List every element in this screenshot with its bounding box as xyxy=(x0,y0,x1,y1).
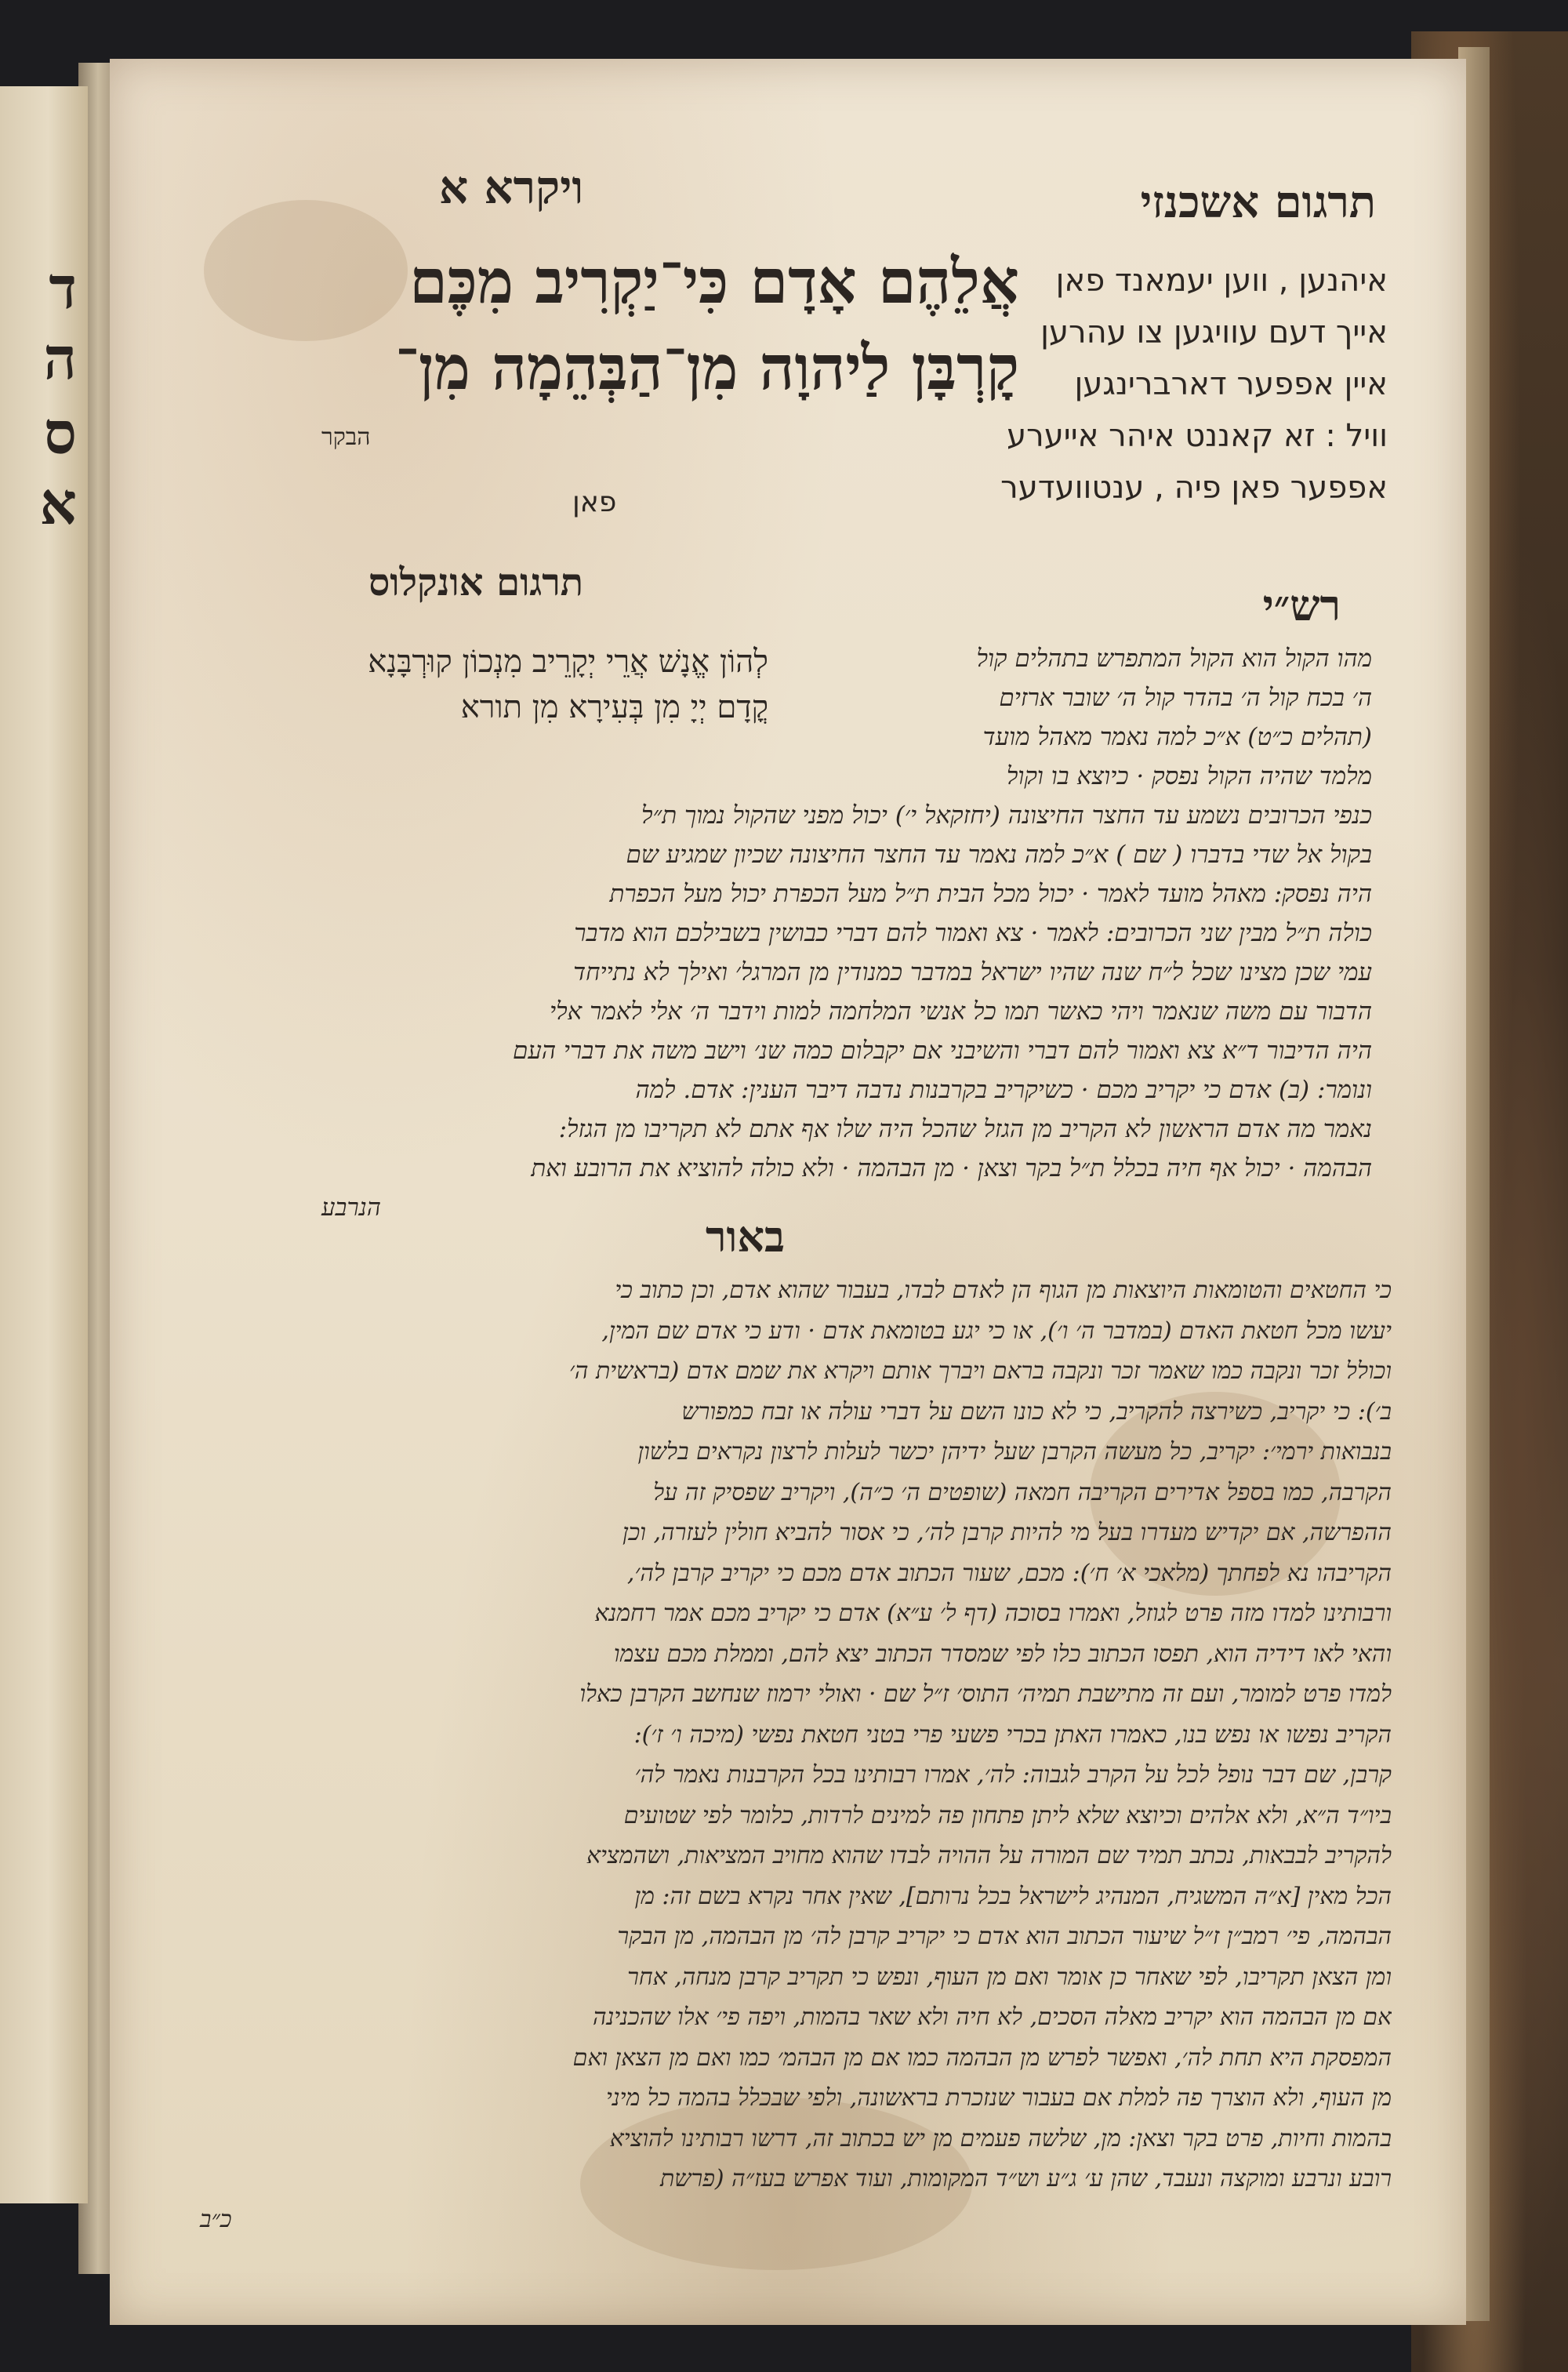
rashi-line: כולה ת״ל מבין שני הכרובים: לאמר · צא ואמור להם דברי כבושין בשבילכם הוא מדבר xyxy=(574,919,1372,947)
biur-line: הבהמה, פי׳ רמב״ן ז״ל שיעור הכתוב הוא אדם כי יקריב קרבן לה׳ מן הבהמה, מן הבקר xyxy=(617,1923,1392,1950)
biur-line: ומן הצאן תקריבו, לפי שאחר כן אומר ואם מן העוף, ונפש כי תקריב קרבן מנחה, אחר xyxy=(627,1963,1392,1991)
biur-line: כ״ב xyxy=(200,2205,232,2233)
biur-line: ההפרשה, אם יקדיש מעדרו בעל מי להיות קרבן לה׳, כי אסור להביא חולין לעזרה, וכן xyxy=(622,1519,1392,1546)
onkelos-line: קֳדָם יְיָ מִן בְּעִירָא מִן תורא xyxy=(460,689,768,725)
verse-continuation-word: הבקר xyxy=(321,423,371,451)
biur-heading: באור xyxy=(706,1211,786,1262)
verse-line: אֲלֵהֶם אָדָם כִּי־יַקְרִיב מִכֶּם xyxy=(409,246,1019,318)
left-page-glyph: ס xyxy=(43,400,77,467)
rashi-line: היה נפסק: מאהל מועד לאמר · יכול מכל הבית ת״ל מעל הכפרת יכול מעל הכפרת xyxy=(609,880,1372,908)
rashi-line: כנפי הכרובים נשמע עד החצר החיצונה (יחזקאל י׳) יכול מפני שהקול נמוך ת״ל xyxy=(641,801,1372,830)
biur-line: רובע ונרבע ומוקצה ונעבד, שהן ע׳ ג״ע וש״ד המקומות, ועוד אפרש בעז״ה (פרשת xyxy=(659,2165,1392,2192)
header-title-targum-ashkenazi: תרגום אשכנזי xyxy=(1140,176,1376,228)
rashi-line: היה הדיבור ד״א צא ואמור להם דברי והשיבני אם יקבלום כמה שנ׳ וישב משה את דברי העם xyxy=(513,1037,1372,1065)
biur-line: קרבן, שם דבר נופל לכל על הקרב לגבוה: לה׳, אמרו רבותינו בכל הקרבנות נאמר לה׳ xyxy=(634,1761,1392,1789)
biur-commentary xyxy=(169,1270,1392,2239)
verse-line: קָרְבָּן לַיהוָה מִן־הַבְּהֵמָה מִן־ xyxy=(395,332,1019,404)
yiddish-line: וויל : זא קאננט איהר אייערע xyxy=(1007,418,1388,454)
onkelos-heading: תרגום אונקלוס xyxy=(368,561,584,605)
header-title-vayikra: ויקרא א xyxy=(439,161,584,214)
book-page xyxy=(110,59,1466,2325)
biur-line: ורבותינו למדו מזה פרט לגוזל, ואמרו בסוכה (דף ל׳ ע״א) אדם כי יקריב מכם אמר רחמנא xyxy=(594,1600,1392,1627)
biur-line: הכל מאין [א״ה המשגיח, המנהיג לישראל בכל נרותם], שאין אחר נקרא בשם זה: מן xyxy=(634,1882,1392,1910)
biur-line: להקריב לבבאות, נכתב תמיד שם המורה על ההויה לבדו שהוא מחויב המציאות, ושהמציא xyxy=(586,1842,1392,1869)
rashi-line: בקול אל שדי בדברו ( שם ) א״כ למה נאמר עד החצר החיצונה שכיון שמגיע שם xyxy=(626,841,1372,869)
rashi-line: עמי שכן מצינו שכל ל״ח שנה שהיו ישראל במדבר כמנודין מן המרגל׳ ואילך לא נתייחד xyxy=(573,958,1372,986)
onkelos-line: לְהוֹן אֱנָשׁ אֲרֵי יְקָרֵיב מִנְכוֹן קוּרְבָּנָא xyxy=(368,644,768,680)
rashi-line: מלמד שהיה הקול נפסק · כיוצא בו וקול xyxy=(1006,762,1372,790)
rashi-line: הנרבע xyxy=(321,1193,381,1222)
rashi-line: מהו הקול הוא הקול המתפרש בתהלים קול xyxy=(976,645,1372,673)
previous-page-edge xyxy=(0,86,88,2203)
biur-line: ב׳): כי יקריב, כשירצה להקריב, כי לא כונו השם על דברי עולה או זבח כמפורש xyxy=(681,1397,1392,1426)
yiddish-line: איהנען , ווען יעמאנד פאן xyxy=(1055,263,1388,299)
biur-line: הקריב נפשו או נפש בנו, כאמרו האתן בכרי פשעי פרי בטני חטאת נפשי (מיכה ו׳ ז׳): xyxy=(633,1720,1392,1749)
rashi-line: ה׳ בכח קול ה׳ בהדר קול ה׳ שובר ארזים xyxy=(999,684,1372,712)
yiddish-catchword: פאן xyxy=(572,486,617,518)
left-page-glyph: ד xyxy=(49,255,77,322)
biur-line: בהמות וחיות, פרט בקר וצאן: מן, שלשה פעמים מן יש בכתוב זה, דרשו רבותינו להוציא xyxy=(609,2124,1392,2152)
rashi-line: ונומר: (ב) אדם כי יקריב מכם · כשיקריב בקרבנות נדבה דיבר הענין: אדם. למה xyxy=(635,1076,1372,1104)
biur-line: והאי לאו דידיה הוא, תפסו הכתוב כלו לפי שמסדר הכתוב יצא להם, וממלת מכם עצמו xyxy=(613,1640,1392,1668)
biur-line: כי החטאים והטומאות היוצאות מן הגוף הן לאדם לבדו, בעבור שהוא אדם, וכן כתוב כי xyxy=(615,1277,1392,1304)
biur-line: ביו״ד ה״א, ולא אלהים וכיוצא שלא ליתן פתחון פה למינים לרדות, כלומר לפי שטועים xyxy=(623,1801,1392,1829)
biur-line: בנבואות ירמי׳: יקריב, כל מעשה הקרבן שעל ידיהן יכשר לעלות לרצון נקראים בלשון xyxy=(637,1438,1392,1466)
yiddish-line: אייך דעם עוויגען צו עהרען xyxy=(1040,314,1388,351)
rashi-heading: רש״י xyxy=(1262,580,1341,630)
left-page-glyph: ה xyxy=(43,325,77,393)
biur-line: מן העוף, ולא הוצרך פה למלת אם בעבור שנזכרת בראשונה, ולפי שבכלל בהמה כל מיני xyxy=(606,2084,1392,2112)
biur-line: למדו פרט למומר, ועם זה מתישבת תמיה׳ התוס׳ ז״ל שם · ואולי ירמוז שנחשב הקרבן כאלו xyxy=(579,1680,1392,1708)
rashi-line: (תהלים כ״ט) א״כ למה נאמר מאהל מועד xyxy=(982,723,1372,751)
rashi-line: הבהמה · יכול אף חיה בכלל ת״ל בקר וצאן · מן הבהמה · ולא כולה להוציא את הרובע ואת xyxy=(531,1154,1372,1182)
left-page-glyph: א xyxy=(39,470,77,538)
rashi-line: הדבור עם משה שנאמר ויהי כאשר תמו כל אנשי המלחמה למות וידבר ה׳ אלי לאמר אלי xyxy=(550,997,1372,1026)
biur-line: הקרבה, כמו בספל אדירים הקריבה חמאה (שופטים ה׳ כ״ה), ויקריב שפסיק זה על xyxy=(653,1478,1392,1506)
torah-verse xyxy=(204,239,1019,412)
biur-line: יעשו מכל חטאת האדם (במדבר ה׳ ו׳), או כי יגע בטומאת אדם · ודע כי אדם שם המין, xyxy=(601,1317,1392,1345)
yiddish-translation xyxy=(980,255,1388,514)
biur-line: הקריבהו נא לפחתך (מלאכי א׳ ח׳): מכם, שעור הכתוב אדם מכם כי יקריב קרבן לה׳, xyxy=(626,1559,1392,1587)
biur-line: המפסקת היא תחת לה׳, ואפשר לפרש מן הבהמה כמו אם מן הבהמ׳ כמו ואם מן הצאן ואם xyxy=(572,2043,1392,2072)
yiddish-line: איין אפפער דארברינגען xyxy=(1074,366,1388,402)
yiddish-line: אפפער פאן פיה , ענטוועדער xyxy=(1000,470,1388,506)
biur-line: וכולל זכר ונקבה כמו שאמר זכר ונקבה בראם ויברך אותם ויקרא את שמם אדם (בראשית ה׳ xyxy=(568,1357,1392,1385)
rashi-commentary xyxy=(259,639,1372,1227)
rashi-line: נאמר מה אדם הראשון לא הקריב מן הגזל שהכל היה שלו אף אתם לא תקריבו מן הגזל: xyxy=(558,1115,1372,1143)
biur-line: אם מן הבהמה הוא יקריב מאלה הסכים, לא חיה ולא שאר בהמות, ויפה פי׳ אלו שהכנינה xyxy=(593,2003,1392,2031)
